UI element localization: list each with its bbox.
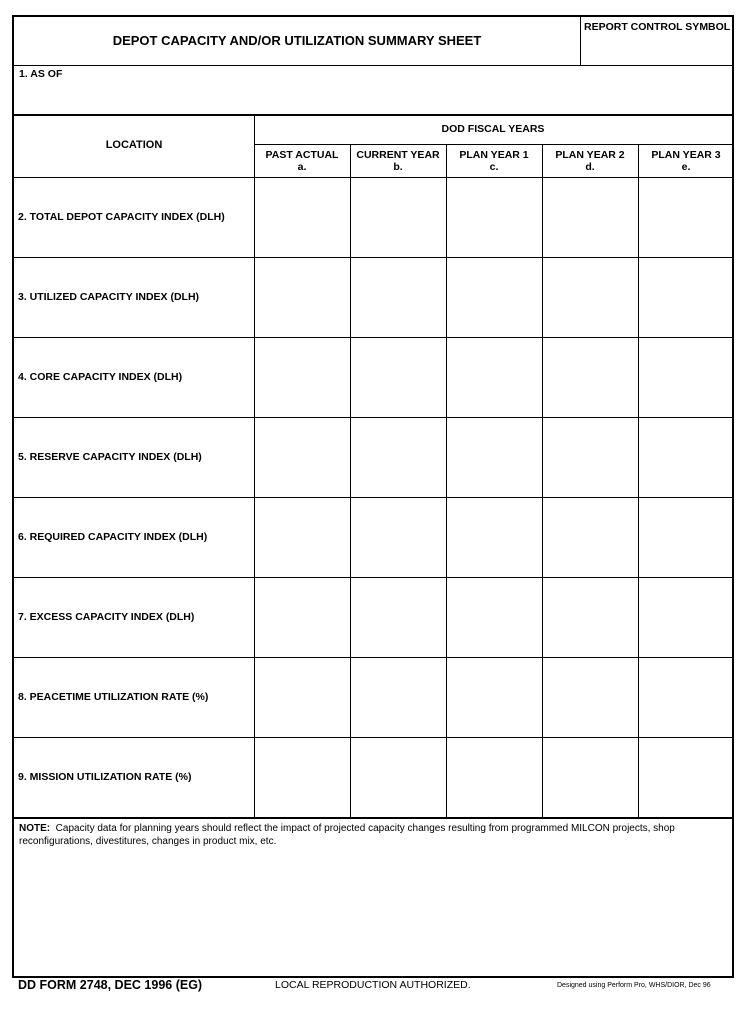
column-header-label: CURRENT YEAR [356,149,440,161]
row-label: 5. RESERVE CAPACITY INDEX (DLH) [18,451,202,463]
entry-cell[interactable] [447,338,541,416]
entry-cell[interactable] [351,178,445,256]
entry-cell[interactable] [351,258,445,336]
entry-cell[interactable] [447,418,541,496]
entry-cell[interactable] [639,738,733,816]
form-id: DD FORM 2748, DEC 1996 (EG) [18,978,203,992]
column-header [446,149,542,173]
entry-cell[interactable] [351,418,445,496]
entry-cell[interactable] [543,658,637,736]
column-header-label: PLAN YEAR 1 [459,149,529,161]
entry-cell[interactable] [543,738,637,816]
column-header-letter: e. [681,161,691,173]
entry-cell[interactable] [639,258,733,336]
entry-cell[interactable] [255,178,349,256]
row-label: 4. CORE CAPACITY INDEX (DLH) [18,371,183,383]
entry-cell[interactable] [255,338,349,416]
reproduction-note: LOCAL REPRODUCTION AUTHORIZED. [275,979,471,991]
entry-cell[interactable] [447,258,541,336]
divider [254,144,732,145]
entry-cell[interactable] [639,658,733,736]
location-label: LOCATION [105,139,163,151]
entry-cell[interactable] [255,738,349,816]
entry-cell[interactable] [255,578,349,656]
report-control-symbol-label: REPORT CONTROL SYMBOL [584,21,731,33]
fiscal-years-label: DOD FISCAL YEARS [441,123,545,135]
entry-cell[interactable] [351,658,445,736]
form-frame [12,15,734,978]
entry-cell[interactable] [639,178,733,256]
entry-cell[interactable] [639,418,733,496]
entry-cell[interactable] [447,498,541,576]
as-of-field[interactable] [14,66,732,114]
entry-cell[interactable] [543,178,637,256]
entry-cell[interactable] [351,738,445,816]
row-label: 7. EXCESS CAPACITY INDEX (DLH) [18,611,195,623]
entry-cell[interactable] [543,578,637,656]
entry-cell[interactable] [639,338,733,416]
row-label: 3. UTILIZED CAPACITY INDEX (DLH) [18,291,200,303]
entry-cell[interactable] [255,658,349,736]
column-header-label: PLAN YEAR 2 [555,149,625,161]
entry-cell[interactable] [255,418,349,496]
row-label: 8. PEACETIME UTILIZATION RATE (%) [18,691,209,703]
entry-cell[interactable] [255,258,349,336]
column-header [350,149,446,173]
entry-cell[interactable] [639,578,733,656]
column-header-letter: d. [585,161,595,173]
divider [14,817,732,819]
note-label: NOTE: [19,823,51,834]
column-header [638,149,734,173]
entry-cell[interactable] [351,578,445,656]
entry-cell[interactable] [543,498,637,576]
column-header [254,149,350,173]
entry-cell[interactable] [447,738,541,816]
divider [14,114,732,116]
as-of-label: 1. AS OF [19,68,63,80]
column-header-label: PAST ACTUAL [265,149,339,161]
column-header-letter: b. [393,161,403,173]
column-header-letter: c. [489,161,499,173]
row-label: 2. TOTAL DEPOT CAPACITY INDEX (DLH) [18,211,225,223]
entry-cell[interactable] [639,498,733,576]
entry-cell[interactable] [447,178,541,256]
form-title: DEPOT CAPACITY AND/OR UTILIZATION SUMMARY SHEET [112,33,482,48]
entry-cell[interactable] [447,658,541,736]
divider [580,17,581,65]
column-header [542,149,638,173]
designed-note: Designed using Perform Pro, WHS/DIOR, Dec 96 [557,982,711,989]
entry-cell[interactable] [543,258,637,336]
note-text: Capacity data for planning years should reflect the impact of projected capacity changes resulting from programmed MILCON projects, shop reconfigurations, divestitures, changes in product mix, etc. [19,823,675,847]
row-label: 9. MISSION UTILIZATION RATE (%) [18,771,192,783]
entry-cell[interactable] [255,498,349,576]
entry-cell[interactable] [351,498,445,576]
row-label: 6. REQUIRED CAPACITY INDEX (DLH) [18,531,208,543]
entry-cell[interactable] [543,338,637,416]
entry-cell[interactable] [351,338,445,416]
note [19,822,731,848]
entry-cell[interactable] [447,578,541,656]
column-header-label: PLAN YEAR 3 [651,149,721,161]
column-header-letter: a. [297,161,307,173]
entry-cell[interactable] [543,418,637,496]
